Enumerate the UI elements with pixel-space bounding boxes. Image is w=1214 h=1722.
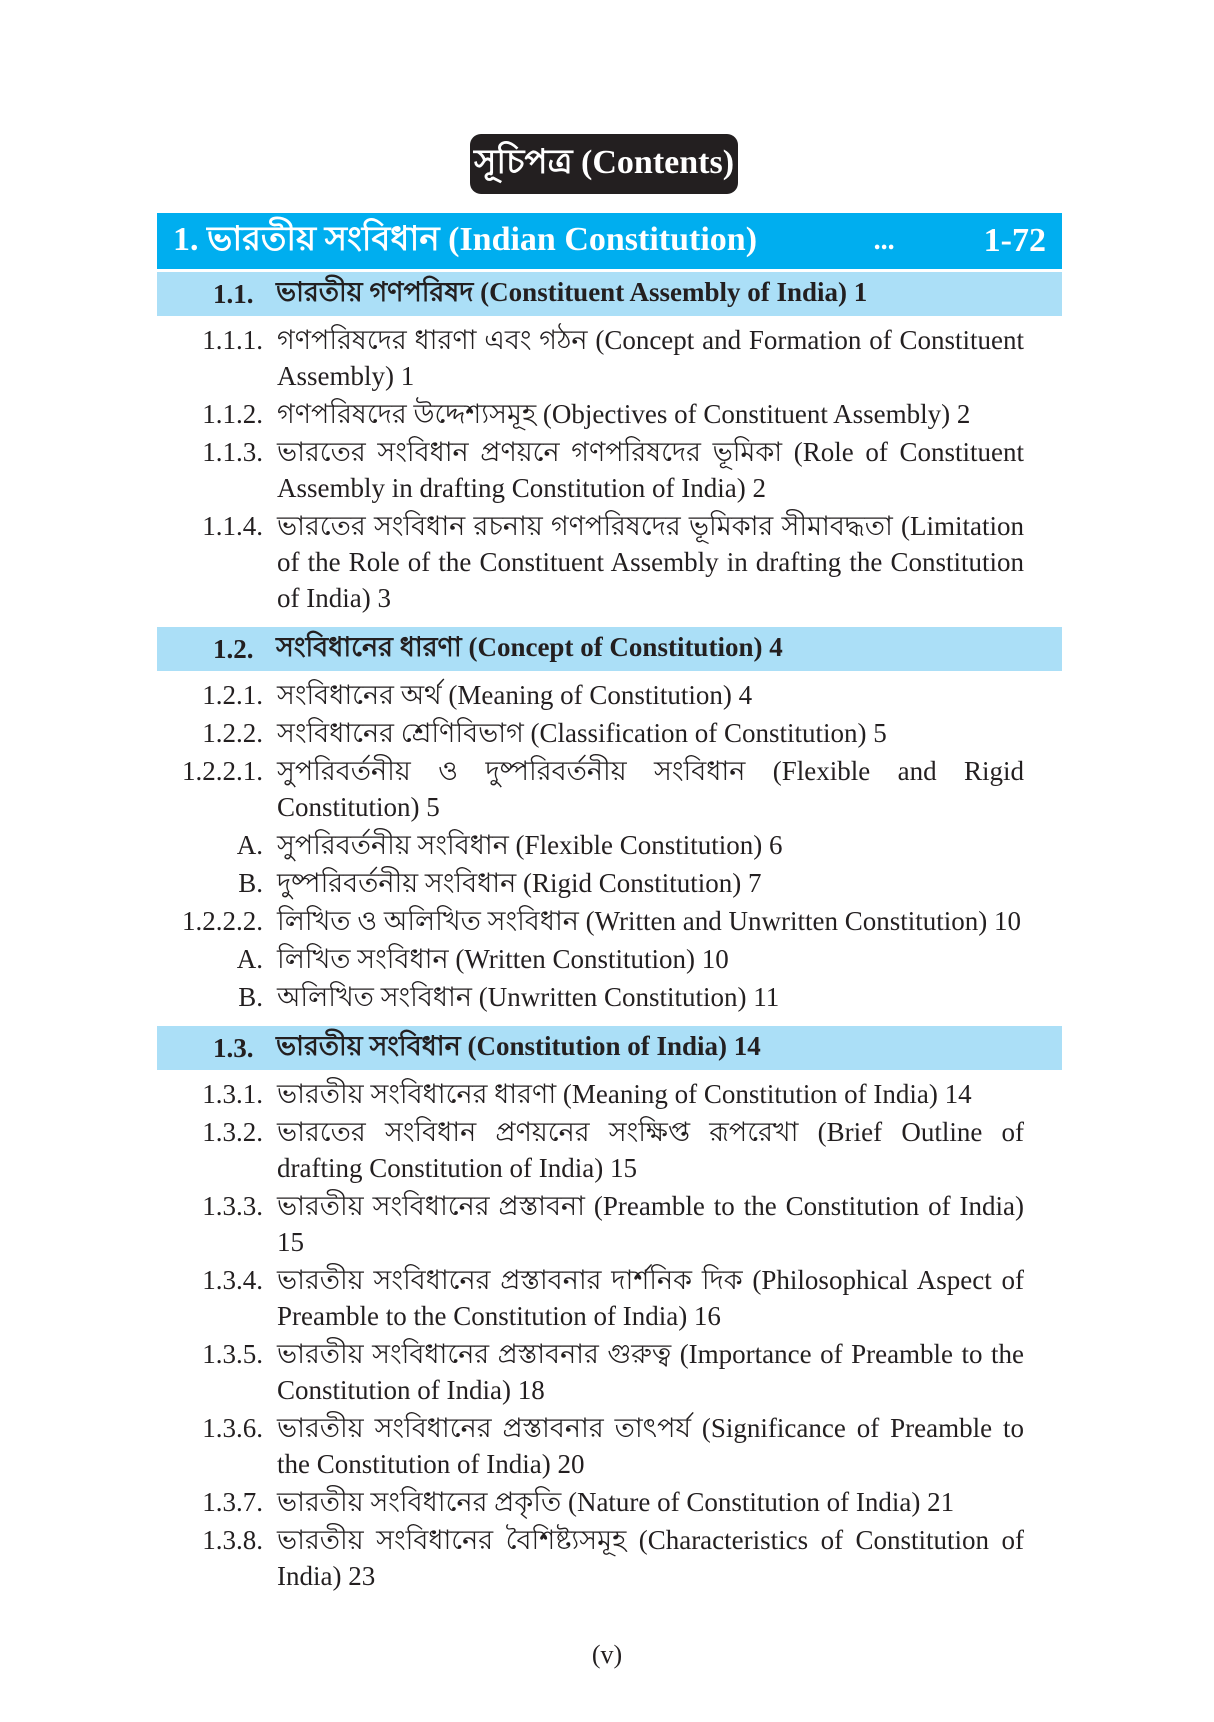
entry-number: 1.1.3. [202,437,263,467]
entry-text: সংবিধানের শ্রেণিবিভাগ (Classification of Constitution) 5 [277,718,887,748]
entry-text: অলিখিত সংবিধান (Unwritten Constitution) 11 [277,982,780,1012]
entry-text: ভারতীয় সংবিধানের বৈশিষ্ট্যসমূহ (Characteristics of Constitution of India) 23 [277,1525,1024,1591]
entry-letter: A. [236,830,263,860]
entry-number: 1.2.2.1. [182,756,263,786]
entry-text: দুষ্পরিবর্তনীয় সংবিধান (Rigid Constitution) 7 [277,868,762,898]
chapter-heading[interactable] [157,213,1062,269]
chapter-page-range: 1-72 [983,222,1046,259]
toc-entry[interactable] [157,941,1062,977]
entry-text: ভারতীয় সংবিধানের ধারণা (Meaning of Constitution of India) 14 [277,1079,972,1109]
toc-entry[interactable] [157,508,1062,616]
section-entries [157,1070,1062,1602]
entry-text: ভারতের সংবিধান প্রণয়নে গণপরিষদের ভূমিকা (Role of Constituent Assembly in drafting Constitution of India) 2 [277,437,1024,503]
section-number: 1.1. [213,278,254,309]
entry-text: সুপরিবর্তনীয় সংবিধান (Flexible Constitution) 6 [277,830,783,860]
entry-text: ভারতীয় সংবিধানের প্রস্তাবনার গুরুত্ব (Importance of Preamble to the Constitution of India) 18 [277,1339,1024,1405]
contents-title-text: সূচিপত্র (Contents) [473,143,735,181]
entry-number: 1.2.2.2. [182,906,263,936]
toc-entry[interactable] [157,865,1062,901]
entry-number: 1.3.5. [202,1339,263,1369]
section-title: ভারতীয় সংবিধান (Constitution of India) 14 [276,1030,761,1061]
section-entries [157,671,1062,1023]
toc-entry[interactable] [157,434,1062,506]
entry-text: ভারতীয় সংবিধানের প্রস্তাবনা (Preamble to the Constitution of India) 15 [277,1191,1024,1257]
toc-entry[interactable] [157,715,1062,751]
toc-entry[interactable] [157,1336,1062,1408]
section-title: ভারতীয় গণপরিষদ (Constituent Assembly of India) 1 [276,276,868,307]
entry-number: 1.2.2. [202,718,263,748]
entry-text: সংবিধানের অর্থ (Meaning of Constitution) 4 [277,680,753,710]
toc-entry[interactable] [157,753,1062,825]
toc-entry[interactable] [157,677,1062,713]
entry-text: সুপরিবর্তনীয় ও দুষ্পরিবর্তনীয় সংবিধান (Flexible and Rigid Constitution) 5 [277,756,1024,822]
entry-number: 1.3.2. [202,1117,263,1147]
toc-entry[interactable] [157,979,1062,1015]
section-heading[interactable] [157,272,1062,316]
entry-number: 1.3.7. [202,1487,263,1517]
chapter-title: 1. ভারতীয় সংবিধান (Indian Constitution) [173,220,758,258]
chapter-leader-dots: ... [873,225,895,256]
entry-number: 1.1.4. [202,511,263,541]
page-number: (v) [591,1640,623,1669]
toc-entry[interactable] [157,903,1062,939]
contents-title [470,134,738,194]
entry-number: 1.1.2. [202,399,263,429]
section-heading[interactable] [157,627,1062,671]
section-title: সংবিধানের ধারণা (Concept of Constitution) 4 [276,631,783,662]
entry-letter: B. [238,868,263,898]
entry-letter: A. [236,944,263,974]
entry-number: 1.2.1. [202,680,263,710]
entry-text: লিখিত সংবিধান (Written Constitution) 10 [277,944,729,974]
entry-text: ভারতের সংবিধান প্রণয়নের সংক্ষিপ্ত রূপরেখা (Brief Outline of drafting Constitution of India) 15 [277,1117,1024,1183]
entry-text: ভারতীয় সংবিধানের প্রকৃতি (Nature of Constitution of India) 21 [277,1487,955,1517]
entry-number: 1.3.3. [202,1191,263,1221]
toc-entry[interactable] [157,1262,1062,1334]
toc-entry[interactable] [157,1410,1062,1482]
toc-entry[interactable] [157,1076,1062,1112]
entry-text: গণপরিষদের উদ্দেশ্যসমূহ (Objectives of Constituent Assembly) 2 [277,399,971,429]
entry-letter: B. [238,982,263,1012]
entry-number: 1.3.8. [202,1525,263,1555]
entry-number: 1.3.4. [202,1265,263,1295]
section-heading[interactable] [157,1026,1062,1070]
entry-number: 1.1.1. [202,325,263,355]
entry-text: ভারতীয় সংবিধানের প্রস্তাবনার তাৎপর্য (Significance of Preamble to the Constitution of India) 20 [277,1413,1024,1479]
toc-entry[interactable] [157,1522,1062,1594]
section-number: 1.3. [213,1032,254,1063]
toc-entry[interactable] [157,1114,1062,1186]
entry-text: গণপরিষদের ধারণা এবং গঠন (Concept and Formation of Constituent Assembly) 1 [277,325,1024,391]
entry-number: 1.3.1. [202,1079,263,1109]
section-number: 1.2. [213,633,254,664]
entry-number: 1.3.6. [202,1413,263,1443]
entry-text: ভারতের সংবিধান রচনায় গণপরিষদের ভূমিকার সীমাবদ্ধতা (Limitation of the Role of the Constituent Assembly in drafting the Constitution of India) 3 [277,511,1024,613]
entry-text: লিখিত ও অলিখিত সংবিধান (Written and Unwritten Constitution) 10 [277,906,1022,936]
toc-entry[interactable] [157,827,1062,863]
toc-entry[interactable] [157,1484,1062,1520]
entry-text: ভারতীয় সংবিধানের প্রস্তাবনার দার্শনিক দিক (Philosophical Aspect of Preamble to the Constitution of India) 16 [277,1265,1024,1331]
toc-entry[interactable] [157,322,1062,394]
table-of-contents [157,213,1062,1602]
toc-entry[interactable] [157,396,1062,432]
section-entries [157,316,1062,624]
toc-entry[interactable] [157,1188,1062,1260]
